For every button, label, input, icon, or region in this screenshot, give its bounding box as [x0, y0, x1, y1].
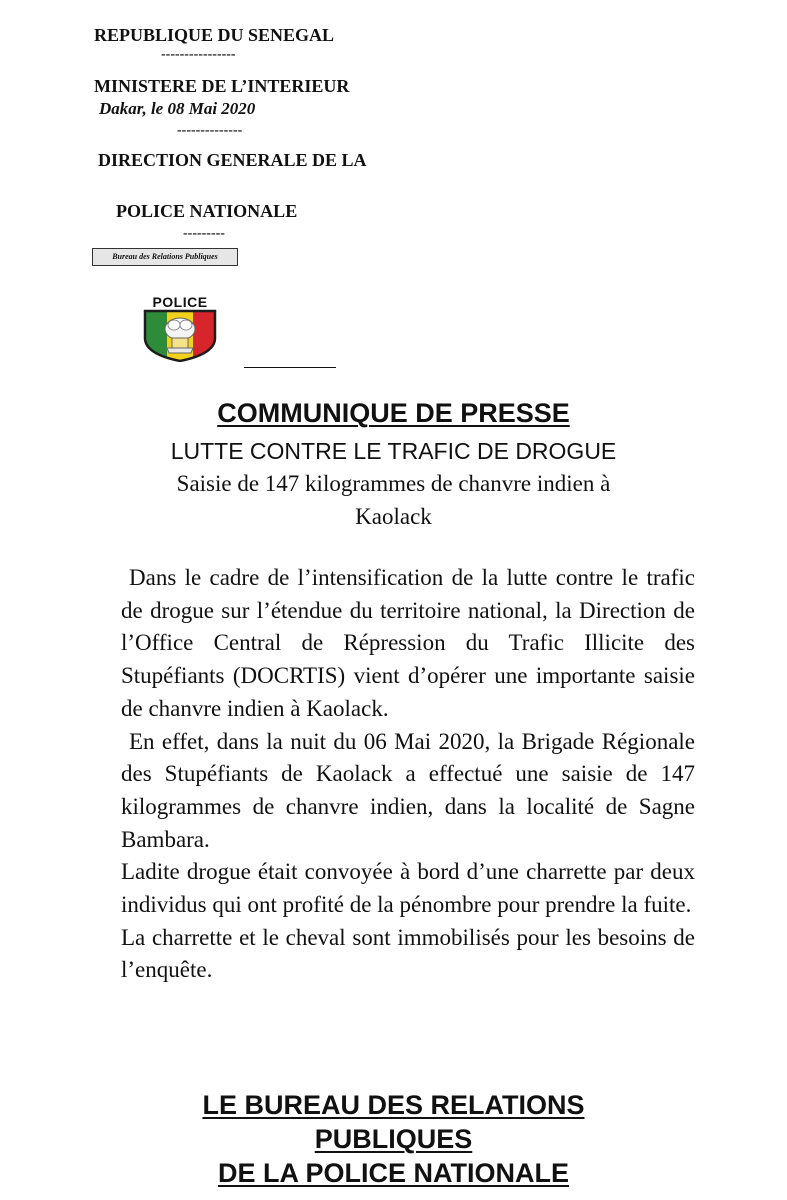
body-paragraph: La charrette et le cheval sont immobilisés pour les besoins de l’enquête. [121, 924, 695, 983]
communique-title: COMMUNIQUE DE PRESSE [217, 398, 570, 428]
signature-line: DE LA POLICE NATIONALE [218, 1158, 569, 1188]
signature-line: LE BUREAU DES RELATIONS [202, 1090, 585, 1120]
body-paragraph: Dans le cadre de l’intensification de la lutte contre le trafic de drogue sur l’étendue du territoire national, la Direction de l’Office Central de Répression du Trafic Illicite des Stupéfiants (DOCRTIS) vient d’opérer une importante saisie de chanvre indien à Kaolack. [121, 565, 695, 721]
divider-line [244, 367, 336, 368]
police-logo-text: POLICE [152, 294, 208, 310]
header-separator: -------------- [177, 123, 243, 138]
police-nationale-heading: POLICE NATIONALE [116, 201, 298, 221]
police-shield-icon [141, 308, 219, 362]
communique-subtitle: LUTTE CONTRE LE TRAFIC DE DROGUE [170, 438, 617, 464]
body-paragraph: En effet, dans la nuit du 06 Mai 2020, la Brigade Régionale des Stupéfiants de Kaolack a effectué une saisie de 147 kilogrammes de chanvre indien, dans la localité de Sagne Bambara. [121, 728, 695, 852]
communique-subline: Saisie de 147 kilogrammes de chanvre indien à [176, 471, 611, 496]
signature-line: PUBLIQUES [314, 1124, 473, 1154]
direction-heading: DIRECTION GENERALE DE LA [98, 150, 367, 170]
header-separator: ---------------- [161, 47, 236, 62]
body-paragraph: Ladite drogue était convoyée à bord d’une charrette par deux individus qui ont profité de la pénombre pour prendre la fuite. [121, 859, 695, 918]
bureau-stamp: Bureau des Relations Publiques [92, 248, 238, 266]
communique-subline: Kaolack [355, 504, 432, 529]
date-line: Dakar, le 08 Mai 2020 [99, 99, 256, 118]
ministry-heading: MINISTERE DE L’INTERIEUR [94, 76, 350, 96]
communique-body [121, 562, 695, 987]
country-heading: REPUBLIQUE DU SENEGAL [94, 25, 335, 45]
header-separator: --------- [183, 226, 225, 241]
police-logo [140, 294, 220, 366]
